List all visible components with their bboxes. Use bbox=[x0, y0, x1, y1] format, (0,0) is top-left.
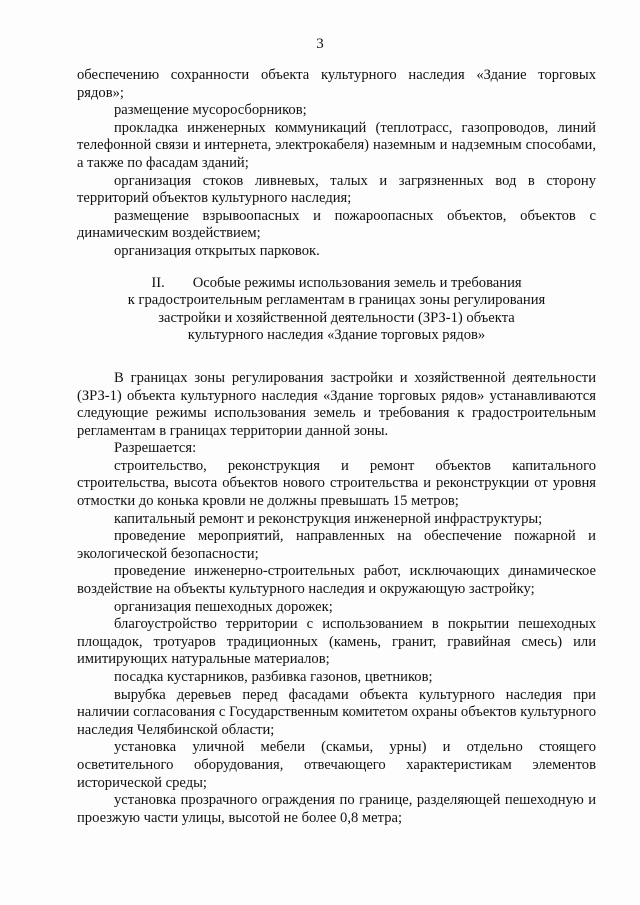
heading-line-4: культурного наследия «Здание торговых рядов» bbox=[187, 327, 486, 344]
paragraph: обеспечению сохранности объекта культурного наследия «Здание торговых рядов»; bbox=[77, 67, 596, 101]
permissions-list bbox=[77, 370, 596, 827]
heading-line-2: к градостроительным регламентам в границах зоны регулирования bbox=[127, 292, 546, 309]
paragraph: проведение инженерно-строительных работ, исключающих динамическое воздействие на объекты культурного наследия и окружающую застройку; bbox=[77, 563, 596, 598]
section-heading bbox=[77, 275, 596, 345]
paragraph: установка прозрачного ограждения по границе, разделяющей пешеходную и проезжую части улицы, высотой не более 0,8 метра; bbox=[77, 792, 596, 826]
paragraph: организация пешеходных дорожек; bbox=[114, 598, 333, 615]
paragraph: размещение взрывоопасных и пожароопасных объектов, объектов с динамическим воздействием; bbox=[77, 207, 596, 242]
paragraph: В границах зоны регулирования застройки и хозяйственной деятельности (ЗРЗ-1) объекта культурного наследия «Здание торговых рядов» устанавливаются следующие режимы использования земель и требования к градостроительным регламентам в границах территории данной зоны. bbox=[77, 369, 596, 439]
paragraph: посадка кустарников, разбивка газонов, цветников; bbox=[114, 669, 433, 685]
paragraph: благоустройство территории с использованием в покрытии пешеходных площадок, тротуаров традиционных (камень, гранит, гравийная смесь) или имитирующих натуральные материалов; bbox=[77, 616, 596, 668]
paragraph: Разрешается: bbox=[114, 440, 197, 457]
paragraph: прокладка инженерных коммуникаций (теплотрасс, газопроводов, линий телефонной связи и интернета, электрокабеля) наземным и надземным способами, а также по фасадам зданий; bbox=[77, 119, 596, 171]
heading-line-1 bbox=[77, 275, 596, 293]
page-number: 3 bbox=[316, 36, 324, 52]
heading-text-1: Особые режимы использования земель и требования bbox=[192, 274, 522, 291]
paragraph: организация стоков ливневых, талых и загрязненных вод в сторону территорий объектов культурного наследия; bbox=[77, 172, 596, 207]
paragraph: организация открытых парковок. bbox=[114, 242, 320, 259]
prohibitions-list bbox=[77, 67, 596, 261]
paragraph: вырубка деревьев перед фасадами объекта культурного наследия при наличии согласования с Государственным комитетом охраны объектов культурного наследия Челябинской области; bbox=[77, 686, 596, 738]
paragraph: установка уличной мебели (скамьи, урны) и отдельно стоящего осветительного оборудования, отвечающего характеристикам элементов исторической среды; bbox=[77, 739, 596, 791]
section-number: II. bbox=[151, 274, 165, 291]
document-body bbox=[77, 67, 596, 827]
paragraph: строительство, реконструкция и ремонт объектов капитального строительства, высота объектов нового строительства и реконструкции от уровня отмостки до конька кровли не должны превышать 15 метров; bbox=[77, 457, 596, 510]
heading-line-3: застройки и хозяйственной деятельности (ЗРЗ-1) объекта bbox=[158, 309, 515, 326]
paragraph: капитальный ремонт и реконструкция инженерной инфраструктуры; bbox=[114, 510, 543, 527]
paragraph: проведение мероприятий, направленных на обеспечение пожарной и экологической безопасности; bbox=[77, 528, 596, 562]
paragraph: размещение мусоросборников; bbox=[114, 102, 307, 119]
